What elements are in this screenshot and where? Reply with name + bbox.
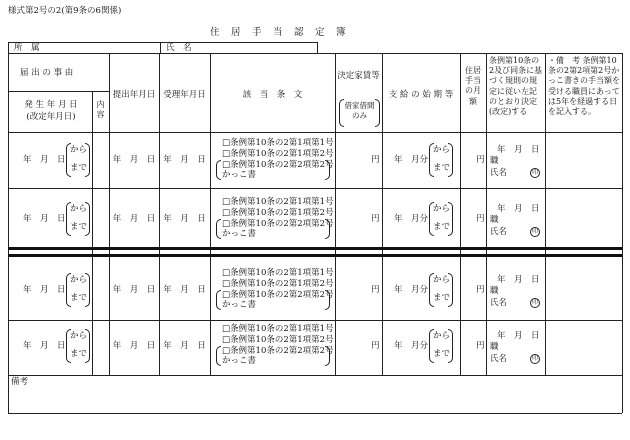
article-kakko: かっこ書 — [222, 300, 257, 310]
post-label: 職 — [490, 156, 499, 166]
from-label: から — [70, 275, 88, 285]
paren-left — [216, 290, 221, 310]
receipt-date[interactable]: 年 月 日 — [163, 341, 206, 351]
occurrence-date[interactable]: 年 月 日 — [23, 285, 66, 295]
block-divider-2 — [8, 254, 622, 257]
article-kakko: かっこ書 — [222, 229, 257, 239]
from-label: から — [433, 275, 451, 285]
paren-left — [216, 160, 221, 180]
month-from[interactable]: 年 月分 — [394, 214, 429, 224]
form-title: 住 居 手 当 認 定 簿 — [210, 27, 347, 38]
rent-yen: 円 — [371, 285, 380, 295]
from-label: から — [433, 204, 451, 214]
row3-bottom — [8, 320, 622, 321]
post-label: 職 — [490, 286, 499, 296]
header-submit-date: 提出年月日 — [112, 90, 156, 100]
to-label: まで — [70, 293, 88, 303]
name-field-label: 氏名 — [490, 227, 508, 237]
decision-date[interactable]: 年 月 日 — [497, 145, 540, 155]
decision-date[interactable]: 年 月 日 — [497, 331, 540, 341]
seal-icon: 印 — [531, 299, 538, 306]
article-checkbox-1[interactable]: □条例第10条の2第1項第1号 — [222, 268, 334, 278]
header-remarks: ・備 考 条例第10条の2第2項第2号かっこ書きの手当額を受ける職員にあっては5年を経過する日を記入する。 — [548, 56, 620, 117]
row1-bottom — [8, 188, 622, 189]
monthly-yen: 円 — [476, 155, 485, 165]
submit-date[interactable]: 年 月 日 — [112, 155, 156, 165]
post-label: 職 — [490, 342, 499, 352]
name-field-label: 氏名 — [490, 354, 508, 364]
form-number: 様式第2号の2(第9条の6関係) — [8, 6, 122, 16]
header-article: 該 当 条 文 — [242, 90, 303, 100]
to-label: まで — [70, 349, 88, 359]
name-label: 氏 名 — [166, 43, 192, 53]
affiliation-label: 所 属 — [14, 43, 40, 53]
col-remarks — [545, 53, 546, 375]
to-label: まで — [433, 163, 451, 173]
header-rent-sub: 借家借間のみ — [344, 101, 375, 120]
strip-divider — [160, 42, 161, 53]
right-border — [622, 53, 623, 413]
to-label: まで — [70, 222, 88, 232]
month-from[interactable]: 年 月分 — [394, 285, 429, 295]
col-content — [92, 91, 93, 375]
header-occurrence-date-sub: (改定年月日) — [26, 112, 76, 122]
header-bottom-line — [8, 132, 622, 133]
remarks-bottom — [8, 413, 622, 414]
col-article — [210, 53, 211, 375]
article-kakko: かっこ書 — [222, 170, 257, 180]
rent-yen: 円 — [371, 341, 380, 351]
article-checkbox-2[interactable]: □条例第10条の2第1項第2号 — [222, 208, 334, 218]
from-label: から — [70, 145, 88, 155]
submit-date[interactable]: 年 月 日 — [112, 214, 156, 224]
post-label: 職 — [490, 215, 499, 225]
rent-yen: 円 — [371, 155, 380, 165]
receipt-date[interactable]: 年 月 日 — [163, 155, 206, 165]
occurrence-date[interactable]: 年 月 日 — [23, 155, 66, 165]
header-content: 内容 — [96, 100, 105, 120]
month-from[interactable]: 年 月分 — [394, 155, 429, 165]
block-divider-1 — [8, 247, 622, 250]
header-decision: 条例第10条の2及び同条に基づく規則の規定に従い左記のとおり決定(改定)する — [489, 56, 543, 117]
header-reason: 届 出 の 事 由 — [20, 68, 74, 78]
article-checkbox-3[interactable]: □条例第10条の2第2項第2号 — [222, 346, 334, 356]
table-bottom — [8, 375, 622, 376]
receipt-date[interactable]: 年 月 日 — [163, 214, 206, 224]
left-border — [8, 42, 9, 413]
from-label: から — [433, 145, 451, 155]
occurrence-date[interactable]: 年 月 日 — [23, 341, 66, 351]
seal-icon: 印 — [531, 228, 538, 235]
strip-end — [317, 42, 318, 53]
from-label: から — [433, 331, 451, 341]
header-occurrence-date: 発 生 年 月 日 — [24, 100, 78, 110]
month-from[interactable]: 年 月分 — [394, 341, 429, 351]
header-payment-period: 支 給 の 始 期 等 — [388, 90, 454, 100]
article-checkbox-3[interactable]: □条例第10条の2第2項第2号 — [222, 219, 334, 229]
name-field-label: 氏名 — [490, 298, 508, 308]
occurrence-date[interactable]: 年 月 日 — [23, 214, 66, 224]
from-label: から — [70, 204, 88, 214]
col-rent — [335, 53, 336, 375]
header-rent: 決定家賃等 — [337, 71, 380, 81]
monthly-yen: 円 — [476, 341, 485, 351]
article-kakko: かっこ書 — [222, 356, 257, 366]
article-checkbox-3[interactable]: □条例第10条の2第2項第2号 — [222, 160, 334, 170]
monthly-yen: 円 — [476, 285, 485, 295]
monthly-yen: 円 — [476, 214, 485, 224]
receipt-date[interactable]: 年 月 日 — [163, 285, 206, 295]
remarks-label: 備考 — [11, 377, 29, 387]
decision-date[interactable]: 年 月 日 — [497, 204, 540, 214]
article-checkbox-2[interactable]: □条例第10条の2第1項第2号 — [222, 149, 334, 159]
rent-yen: 円 — [371, 214, 380, 224]
name-field-label: 氏名 — [490, 168, 508, 178]
reason-split-line — [8, 91, 109, 92]
article-checkbox-1[interactable]: □条例第10条の2第1項第1号 — [222, 324, 334, 334]
paren-left — [216, 346, 221, 366]
article-checkbox-1[interactable]: □条例第10条の2第1項第1号 — [222, 138, 334, 148]
decision-date[interactable]: 年 月 日 — [497, 275, 540, 285]
table-top-line — [8, 53, 622, 54]
submit-date[interactable]: 年 月 日 — [112, 341, 156, 351]
header-receipt-date: 受理年月日 — [163, 90, 206, 100]
to-label: まで — [70, 163, 88, 173]
col-monthly — [460, 53, 461, 375]
to-label: まで — [433, 293, 451, 303]
paren-left — [216, 219, 221, 239]
header-monthly-amount: 住居手当の月額 — [465, 66, 481, 106]
from-label: から — [70, 331, 88, 341]
seal-icon: 印 — [531, 355, 538, 362]
col-decision — [486, 53, 487, 375]
article-checkbox-1[interactable]: □条例第10条の2第1項第1号 — [222, 197, 334, 207]
col-period — [382, 53, 383, 375]
article-checkbox-2[interactable]: □条例第10条の2第1項第2号 — [222, 335, 334, 345]
article-checkbox-2[interactable]: □条例第10条の2第1項第2号 — [222, 279, 334, 289]
article-checkbox-3[interactable]: □条例第10条の2第2項第2号 — [222, 290, 334, 300]
to-label: まで — [433, 349, 451, 359]
submit-date[interactable]: 年 月 日 — [112, 285, 156, 295]
to-label: まで — [433, 222, 451, 232]
strip-top-line — [8, 42, 317, 43]
seal-icon: 印 — [531, 169, 538, 176]
